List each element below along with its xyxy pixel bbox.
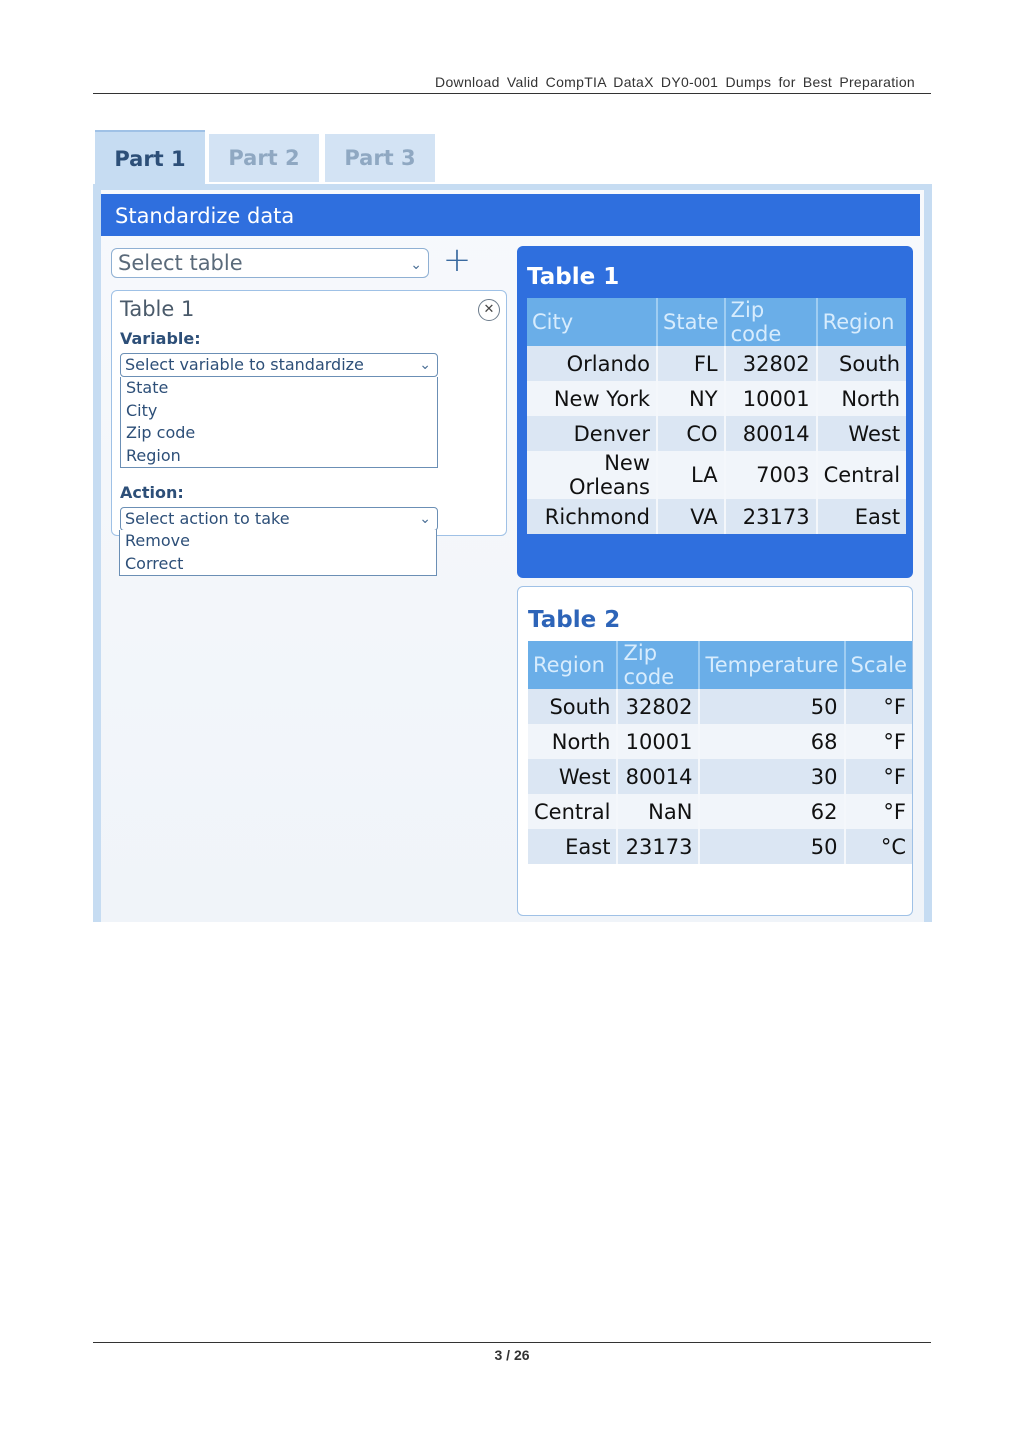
table-row (528, 724, 912, 759)
cell: Denver (527, 416, 657, 451)
cell: 32802 (617, 689, 699, 724)
cell: °F (845, 794, 913, 829)
cell: South (528, 689, 617, 724)
table-row (527, 499, 906, 534)
table2-grid (528, 641, 912, 864)
action-option-correct[interactable]: Correct (125, 553, 184, 573)
cell: 23173 (617, 829, 699, 864)
select-table-value: Select table (118, 251, 243, 275)
col-header: Region (528, 641, 617, 689)
col-header: State (657, 298, 725, 346)
cell: FL (657, 346, 725, 381)
cell: Richmond (527, 499, 657, 534)
col-header: Scale (845, 641, 913, 689)
cell: North (817, 381, 906, 416)
cell: Central (528, 794, 617, 829)
cell: East (817, 499, 906, 534)
cell: West (528, 759, 617, 794)
cell: 10001 (617, 724, 699, 759)
table-row (528, 689, 912, 724)
action-label: Action: (120, 483, 184, 502)
action-option-remove[interactable]: Remove (125, 531, 190, 550)
table-config-card (111, 290, 507, 536)
cell: 80014 (725, 416, 817, 451)
table1-title: Table 1 (527, 264, 620, 290)
cell: 7003 (725, 451, 817, 499)
table-row (527, 346, 906, 381)
table2-panel (517, 586, 913, 916)
variable-dropdown-value: Select variable to standardize (125, 355, 364, 374)
standardize-app (93, 130, 932, 922)
chevron-down-icon: ⌄ (410, 257, 422, 273)
action-options-list (119, 530, 437, 576)
variable-option-zip-code[interactable]: Zip code (126, 423, 196, 442)
tab-content-frame (93, 184, 932, 922)
tab-part-2[interactable]: Part 2 (209, 134, 319, 182)
tab-part-3[interactable]: Part 3 (325, 134, 435, 182)
table2-title: Table 2 (528, 607, 621, 633)
cell: NaN (617, 794, 699, 829)
page-footer (93, 1342, 931, 1363)
table-row (528, 794, 912, 829)
tab-bar (93, 130, 493, 186)
cell: 80014 (617, 759, 699, 794)
cell: 10001 (725, 381, 817, 416)
cell: °F (845, 689, 913, 724)
cell: Central (817, 451, 906, 499)
plus-icon[interactable]: + (442, 240, 472, 280)
action-dropdown[interactable] (120, 507, 438, 531)
close-icon[interactable]: ✕ (478, 299, 500, 321)
cell: East (528, 829, 617, 864)
cell: NY (657, 381, 725, 416)
card-title: Table 1 (120, 297, 195, 321)
cell: °C (845, 829, 913, 864)
cell: 62 (699, 794, 844, 829)
section-title: Standardize data (101, 194, 920, 236)
page-header-text: Download Valid CompTIA DataX DY0-001 Dumps for Best Preparation (435, 74, 915, 90)
cell: Orlando (527, 346, 657, 381)
table-row (527, 381, 906, 416)
action-dropdown-value: Select action to take (125, 509, 290, 528)
variable-option-state[interactable]: State (126, 378, 169, 397)
cell: 30 (699, 759, 844, 794)
cell: CO (657, 416, 725, 451)
table-header-row (528, 641, 912, 689)
tab-part-1[interactable]: Part 1 (95, 130, 205, 186)
cell: 23173 (725, 499, 817, 534)
cell: LA (657, 451, 725, 499)
cell: 32802 (725, 346, 817, 381)
variable-options-list (120, 377, 438, 468)
table-row (528, 829, 912, 864)
cell: West (817, 416, 906, 451)
cell: North (528, 724, 617, 759)
cell: New York (527, 381, 657, 416)
page-header (93, 72, 931, 94)
variable-option-region[interactable]: Region (126, 445, 181, 465)
col-header: Zip code (617, 641, 699, 689)
cell: VA (657, 499, 725, 534)
variable-label: Variable: (120, 329, 201, 348)
chevron-down-icon: ⌄ (419, 357, 431, 373)
cell: South (817, 346, 906, 381)
select-table-dropdown[interactable] (111, 248, 429, 278)
col-header: City (527, 298, 657, 346)
chevron-down-icon: ⌄ (419, 511, 431, 527)
table-row (528, 759, 912, 794)
cell: 50 (699, 689, 844, 724)
col-header: Temperature (699, 641, 844, 689)
col-header: Zip code (725, 298, 817, 346)
table1-grid (527, 298, 906, 534)
cell: °F (845, 759, 913, 794)
variable-option-city[interactable]: City (126, 400, 158, 420)
col-header: Region (817, 298, 906, 346)
cell: °F (845, 724, 913, 759)
variable-dropdown[interactable] (120, 353, 438, 377)
cell: 50 (699, 829, 844, 864)
table-row (527, 451, 906, 499)
cell: 68 (699, 724, 844, 759)
tab-content (101, 190, 924, 922)
page-number: 3 / 26 (494, 1347, 530, 1363)
table1-panel (517, 246, 913, 578)
table-row (527, 416, 906, 451)
table-header-row (527, 298, 906, 346)
cell: New Orleans (527, 451, 657, 499)
